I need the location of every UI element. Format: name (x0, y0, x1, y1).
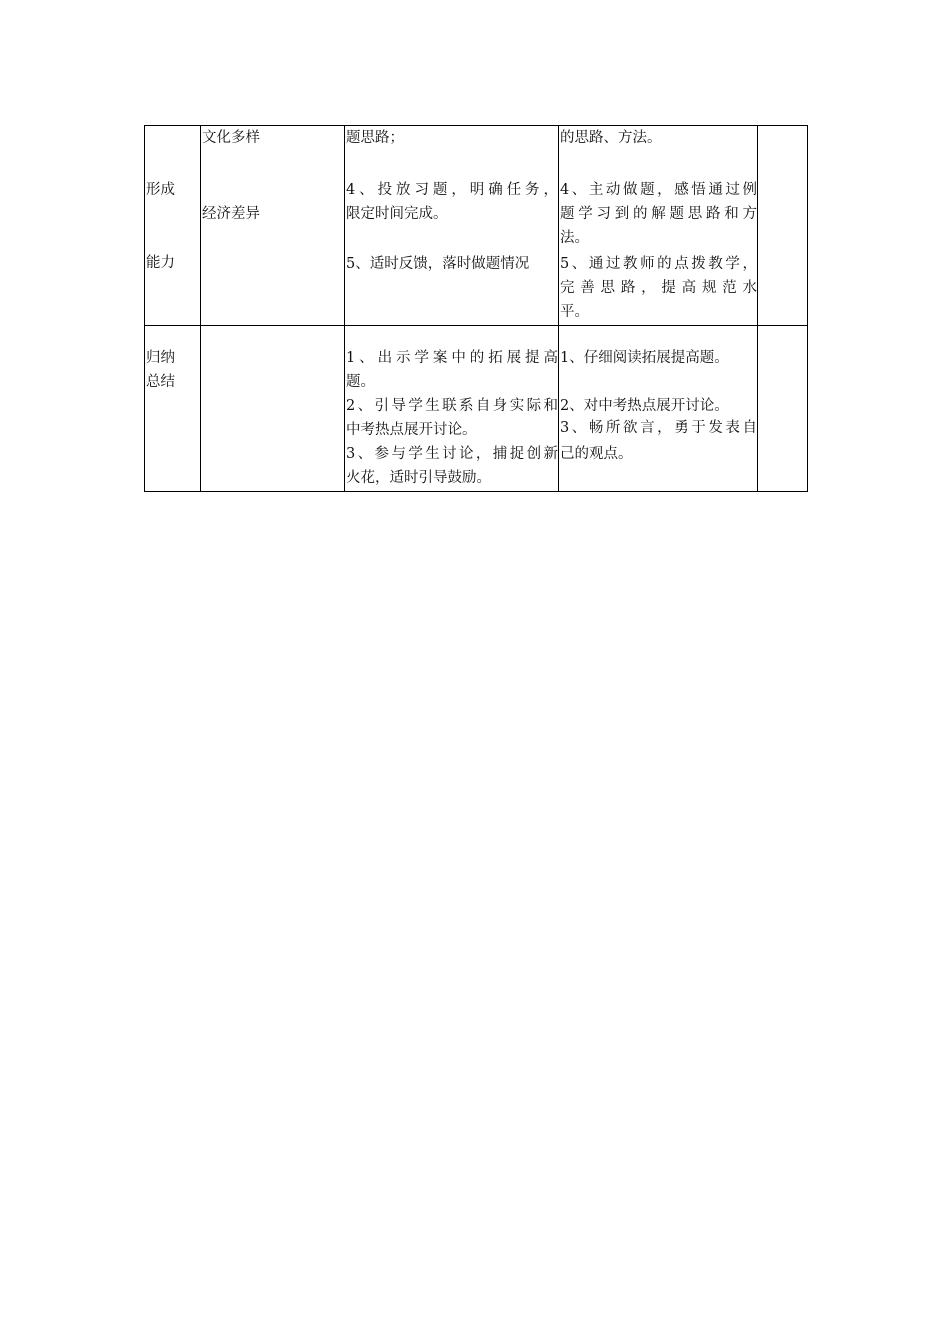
content-label: 文化多样 (202, 130, 260, 146)
teacher-text: 3、参与学生讨论，捕捉创新 (346, 446, 558, 462)
stage-cell (145, 326, 201, 492)
teacher-text: 题。 (346, 374, 375, 390)
teacher-activity-cell (345, 326, 559, 492)
content-cell (201, 126, 345, 326)
student-text: 5、通过教师的点拨教学， (560, 256, 757, 272)
student-text: 2、对中考热点展开讨论。 (560, 398, 729, 414)
stage-label: 归纳 (146, 350, 175, 366)
student-text: 己的观点。 (560, 446, 633, 462)
content-cell (201, 326, 345, 492)
lesson-plan-table (144, 125, 808, 492)
teacher-text: 中考热点展开讨论。 (346, 422, 477, 438)
stage-cell (145, 126, 201, 326)
teacher-activity-cell (345, 126, 559, 326)
stage-label: 总结 (146, 374, 175, 390)
stage-label: 形成 (146, 182, 175, 198)
stage-label: 能力 (146, 255, 175, 271)
table-row (145, 326, 808, 492)
student-text: 4、主动做题，感悟通过例 (560, 182, 757, 198)
teacher-text: 4、投放习题，明确任务， (346, 182, 558, 198)
notes-cell (758, 126, 808, 326)
teacher-text: 1、出示学案中的拓展提高 (346, 350, 558, 366)
teacher-text: 限定时间完成。 (346, 206, 448, 222)
student-activity-cell (559, 126, 758, 326)
student-text: 1、仔细阅读拓展提高题。 (560, 350, 729, 366)
student-text: 完善思路，提高规范水 (560, 280, 757, 296)
student-text: 题学习到的解题思路和方 (560, 206, 757, 222)
student-text: 3、畅所欲言，勇于发表自 (560, 420, 757, 436)
table-row (145, 126, 808, 326)
content-label: 经济差异 (202, 206, 260, 222)
student-text: 的思路、方法。 (560, 130, 662, 146)
student-activity-cell (559, 326, 758, 492)
teacher-text: 火花，适时引导鼓励。 (346, 470, 491, 486)
teacher-text: 2、引导学生联系自身实际和 (346, 398, 558, 414)
teacher-text: 题思路； (346, 130, 404, 146)
teacher-text: 5、适时反馈，落时做题情况 (346, 256, 530, 272)
student-text: 法。 (560, 230, 589, 246)
notes-cell (758, 326, 808, 492)
student-text: 平。 (560, 304, 589, 320)
